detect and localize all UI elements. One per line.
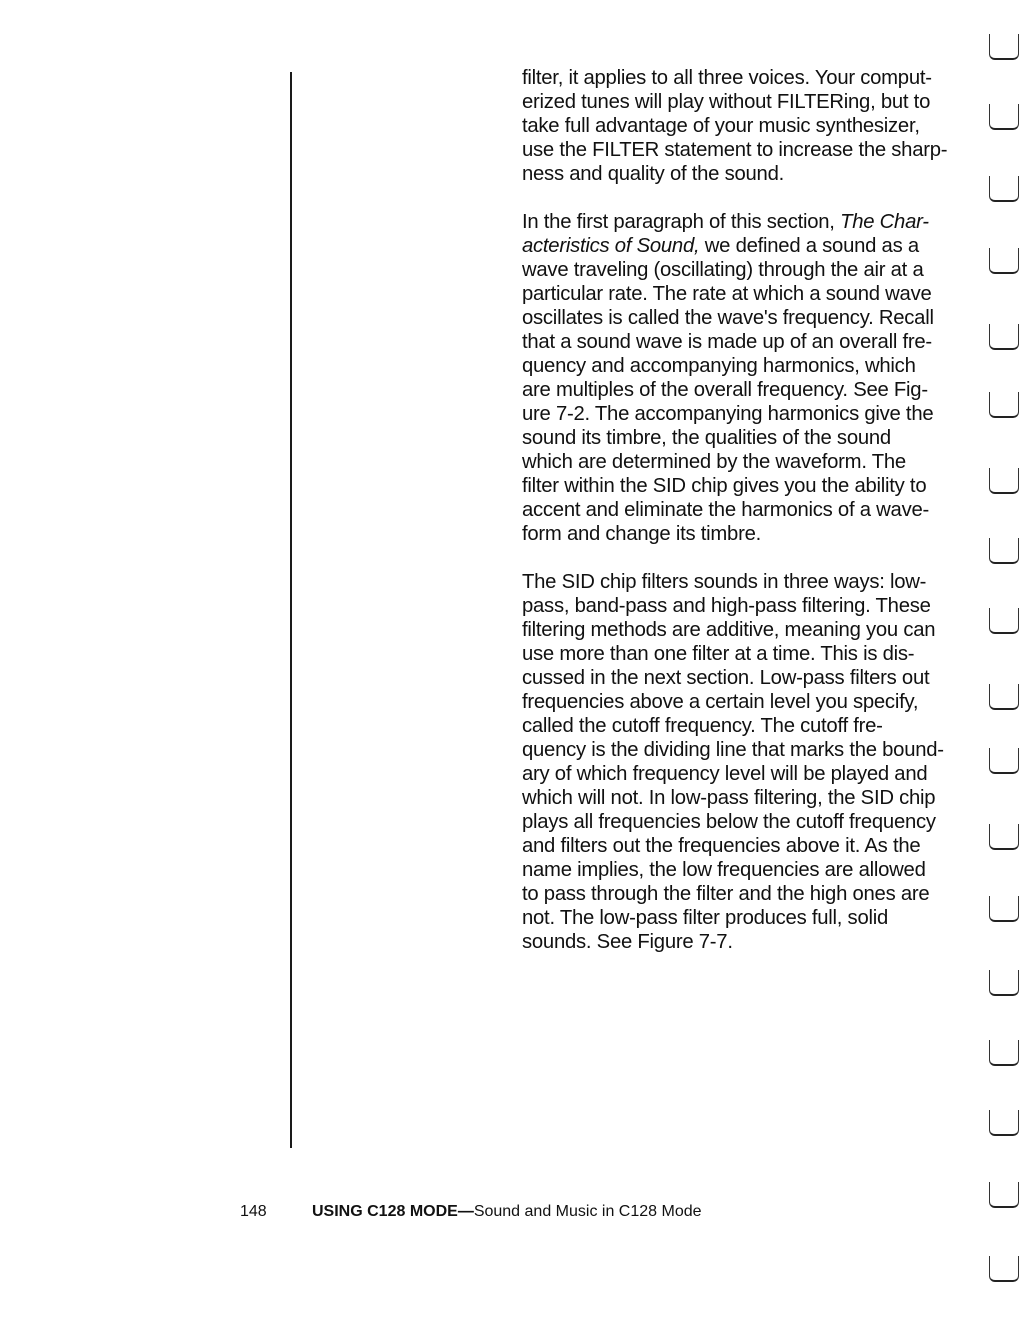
italic-title-part: acteristics of Sound, — [522, 235, 700, 257]
binding-hole — [989, 970, 1019, 996]
binding-hole — [989, 538, 1019, 564]
text-segment: In the first paragraph of this section, — [522, 211, 841, 233]
text-line: erized tunes will play without FILTERing, but to — [522, 91, 931, 113]
text-line: filter within the SID chip gives you the ability to — [522, 475, 927, 497]
text-line: take full advantage of your music synthesizer, — [522, 115, 920, 137]
page-footer — [240, 1202, 702, 1222]
text-line: wave traveling (oscillating) through the air at a — [522, 259, 924, 281]
text-line: sounds. See Figure 7-7. — [522, 931, 733, 953]
text-line: that a sound wave is made up of an overall fre- — [522, 331, 932, 353]
text-line: ure 7-2. The accompanying harmonics give the — [522, 403, 934, 425]
binding-hole — [989, 824, 1019, 850]
binding-hole — [989, 1040, 1019, 1066]
text-line — [522, 210, 977, 234]
text-line: ary of which frequency level will be played and — [522, 763, 928, 785]
text-line: oscillates is called the wave's frequency. Recall — [522, 307, 934, 329]
body-text — [522, 66, 977, 978]
text-line: which are determined by the waveform. The — [522, 451, 906, 473]
paragraph-1 — [522, 66, 977, 186]
text-line: use the FILTER statement to increase the sharp- — [522, 139, 948, 161]
binding-hole — [989, 1256, 1019, 1282]
footer-chapter: Sound and Music in C128 Mode — [473, 1203, 702, 1220]
paragraph-3 — [522, 570, 977, 954]
text-line: frequencies above a certain level you specify, — [522, 691, 919, 713]
binding-hole — [989, 324, 1019, 350]
margin-rule — [290, 72, 292, 1148]
binding-hole — [989, 248, 1019, 274]
text-line: name implies, the low frequencies are allowed — [522, 859, 926, 881]
footer-section: USING C128 MODE — [312, 1203, 458, 1220]
binding-hole — [989, 608, 1019, 634]
binding-holes — [985, 30, 1025, 1300]
text-line: not. The low-pass filter produces full, solid — [522, 907, 889, 929]
binding-hole — [989, 896, 1019, 922]
footer-dash: — — [457, 1203, 474, 1220]
text-line: The SID chip filters sounds in three ways: low- — [522, 571, 927, 593]
text-line: sound its timbre, the qualities of the sound — [522, 427, 891, 449]
binding-hole — [989, 176, 1019, 202]
paragraph-2 — [522, 210, 977, 546]
text-line: form and change its timbre. — [522, 523, 761, 545]
text-line: filter, it applies to all three voices. Your comput- — [522, 67, 932, 89]
page-number: 148 — [240, 1203, 267, 1220]
text-segment: we defined a sound as a — [699, 235, 919, 257]
text-line: quency is the dividing line that marks the bound- — [522, 739, 944, 761]
italic-title-part: The Char- — [840, 211, 929, 233]
text-line: pass, band-pass and high-pass filtering. These — [522, 595, 931, 617]
binding-hole — [989, 34, 1019, 60]
text-line: cussed in the next section. Low-pass filters out — [522, 667, 930, 689]
text-line: to pass through the filter and the high ones are — [522, 883, 930, 905]
binding-hole — [989, 104, 1019, 130]
binding-hole — [989, 392, 1019, 418]
binding-hole — [989, 1110, 1019, 1136]
text-line — [522, 234, 977, 258]
text-line: are multiples of the overall frequency. See Fig- — [522, 379, 928, 401]
text-line: accent and eliminate the harmonics of a wave- — [522, 499, 929, 521]
text-line: filtering methods are additive, meaning you can — [522, 619, 936, 641]
text-line: ness and quality of the sound. — [522, 163, 784, 185]
text-line: quency and accompanying harmonics, which — [522, 355, 916, 377]
binding-hole — [989, 1182, 1019, 1208]
text-line: plays all frequencies below the cutoff frequency — [522, 811, 936, 833]
binding-hole — [989, 468, 1019, 494]
text-line: which will not. In low-pass filtering, the SID chip — [522, 787, 936, 809]
text-line: and filters out the frequencies above it. As the — [522, 835, 921, 857]
binding-hole — [989, 684, 1019, 710]
text-line: called the cutoff frequency. The cutoff fre- — [522, 715, 883, 737]
text-line: use more than one filter at a time. This is dis- — [522, 643, 915, 665]
text-line: particular rate. The rate at which a sound wave — [522, 283, 932, 305]
binding-hole — [989, 748, 1019, 774]
